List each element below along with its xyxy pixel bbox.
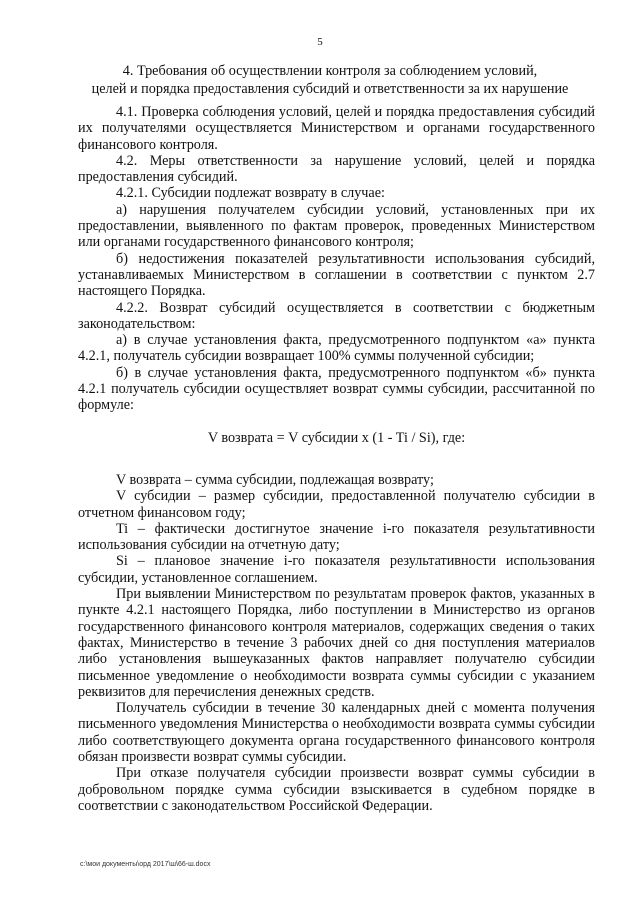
paragraph-4-2-2-b: б) в случае установления факта, предусмотренного подпунктом «б» пункта 4.2.1 получатель субсидии осуществляет возврат суммы субсидии, рассчитанной по формуле: [78, 364, 595, 414]
section-heading-line-1: 4. Требования об осуществлении контроля за соблюдением условий, [122, 63, 538, 79]
paragraph-4-2-2-a: а) в случае установления факта, предусмотренного подпунктом «а» пункта 4.2.1, получатель субсидии возвращает 100% суммы полученной субсидии; [78, 332, 595, 365]
paragraph-4-2-1-a: а) нарушения получателем субсидии условий, установленных при их предоставлении, выявленного по фактам проверок, проведенных Министерством или органами государственного финансового контроля; [78, 201, 595, 251]
definition-v-refund: V возврата – сумма субсидии, подлежащая возврату; [116, 471, 434, 488]
definition-v-subsidy: V субсидии – размер субсидии, предоставленной получателю субсидии в отчетном финансовом году; [78, 488, 595, 521]
section-heading [70, 62, 590, 98]
file-path-footer: c:\мои документы\орд 2017\ш\66-ш.docx [80, 861, 211, 868]
section-heading-line-2: целей и порядка предоставления субсидий и ответственности за их нарушение [91, 81, 569, 97]
refund-formula: V возврата = V субсидии x (1 - Ti / Si), где: [207, 429, 466, 446]
document-body [78, 104, 595, 814]
definition-ti: Ti – фактически достигнутое значение i-го показателя результативности использования субсидии на отчетную дату; [78, 520, 595, 554]
paragraph-4-1: 4.1. Проверка соблюдения условий, целей и порядка предоставления субсидий их получателями осуществляется Министерством и органами государственного финансового контроля. [78, 104, 595, 153]
paragraph-refund-deadline: Получатель субсидии в течение 30 календарных дней с момента получения письменного уведомления Министерства о необходимости возврата суммы субсидии либо соответствующего документа органа государственного финансового контроля обязан произвести возврат суммы субсидии. [78, 700, 595, 765]
page-number: 5 [317, 36, 323, 48]
paragraph-4-2: 4.2. Меры ответственности за нарушение условий, целей и порядка предоставления субсидий. [78, 152, 595, 186]
paragraph-4-2-2: 4.2.2. Возврат субсидий осуществляется в соответствии с бюджетным законодательством: [78, 299, 595, 332]
paragraph-4-2-1: 4.2.1. Субсидии подлежат возврату в случае: [116, 185, 385, 202]
definition-si: Si – плановое значение i-го показателя результативности использования субсидии, установленное соглашением. [78, 553, 595, 586]
paragraph-notification: При выявлении Министерством по результатам проверок фактов, указанных в пункте 4.2.1 настоящего Порядка, либо поступлении в Министерство из органов государственного финансового контроля материалов, содержащих сведения о таких фактах, Министерство в течение 3 рабочих дней со дня поступления материалов либо установления вышеуказанных фактов направляет получателю субсидии письменное уведомление о необходимости возврата суммы субсидии с указанием реквизитов для перечисления денежных средств. [78, 586, 595, 700]
paragraph-4-2-1-b: б) недостижения показателей результативности использования субсидий, устанавливаемых Министерством в соглашении в соответствии с пунктом 2.7 настоящего Порядка. [78, 250, 595, 300]
paragraph-court-recovery: При отказе получателя субсидии произвести возврат суммы субсидии в добровольном порядке сумма субсидии взыскивается в судебном порядке в соответствии с законодательством Российской Федерации. [78, 765, 595, 814]
